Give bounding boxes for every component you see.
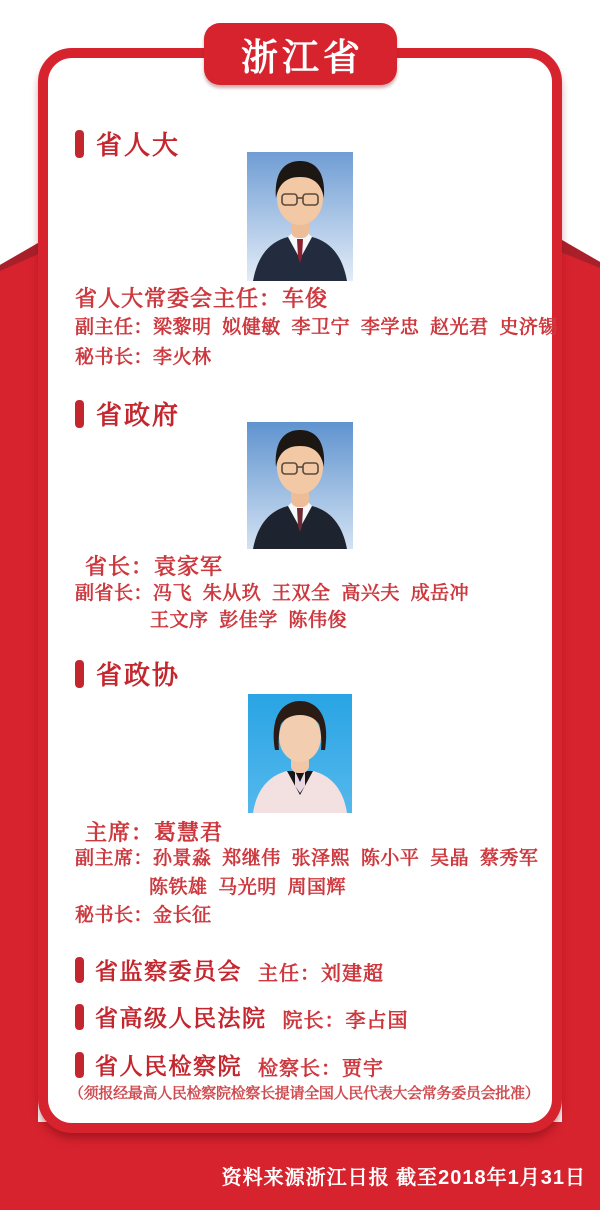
section-heading-zhengfu (75, 395, 180, 432)
section-title: 省人大 (96, 130, 181, 160)
text-line-renda-chairman: 省人大常委会主任：车俊 (75, 286, 329, 311)
portrait-photo-cppcc-chairwoman (248, 694, 352, 813)
heading-bar-icon (75, 400, 84, 428)
procuratorate-footnote: （须报经最高人民检察院检察长提请全国人民代表大会常务委员会批准） (69, 1085, 540, 1102)
org-role: 主任：刘建超 (258, 963, 384, 985)
org-name: 省监察委员会 (95, 958, 242, 984)
male-portrait-illustration (247, 152, 353, 281)
heading-bar-icon (75, 957, 84, 983)
section-heading-zhengxie (75, 655, 180, 692)
text-line-cppcc-secgen: 秘书长：金长征 (75, 905, 212, 926)
org-row-supervisory-commission (75, 953, 384, 986)
female-portrait-illustration (248, 694, 352, 813)
male-portrait-illustration (247, 422, 353, 549)
org-row-high-court (75, 1000, 409, 1033)
org-name: 省高级人民法院 (95, 1005, 267, 1031)
text-line-renda-secgen: 秘书长：李火林 (75, 347, 212, 368)
section-heading-renda (75, 125, 180, 162)
heading-bar-icon (75, 1052, 84, 1078)
org-role: 检察长：贾宇 (258, 1058, 384, 1080)
heading-bar-icon (75, 130, 84, 158)
province-banner (204, 23, 397, 85)
province-title: 浙江省 (241, 37, 364, 78)
text-line-vice-governors-1: 副省长：冯飞 朱从玖 王双全 高兴夫 成岳冲 (75, 583, 470, 604)
data-source-note: 资料来源浙江日报 截至2018年1月31日 (221, 1167, 586, 1189)
text-line-cppcc-vice-2: 陈铁雄 马光明 周国辉 (149, 877, 347, 898)
section-title: 省政协 (96, 660, 181, 690)
portrait-photo-governor (247, 422, 353, 549)
ribbon-right (562, 240, 600, 1210)
heading-bar-icon (75, 660, 84, 688)
section-title: 省政府 (96, 400, 181, 430)
org-name: 省人民检察院 (95, 1053, 242, 1079)
org-role: 院长：李占国 (282, 1010, 409, 1032)
text-line-cppcc-vice-1: 副主席：孙景淼 郑继伟 张泽熙 陈小平 吴晶 蔡秀军 (75, 848, 539, 869)
text-line-renda-vice: 副主任：梁黎明 姒健敏 李卫宁 李学忠 赵光君 史济锡 (75, 317, 558, 338)
text-line-governor: 省长：袁家军 (85, 554, 224, 579)
org-row-procuratorate (75, 1048, 384, 1081)
text-line-vice-governors-2: 王文序 彭佳学 陈伟俊 (150, 610, 348, 631)
portrait-photo-renda-chairman (247, 152, 353, 281)
text-line-cppcc-chair: 主席：葛慧君 (85, 820, 224, 845)
ribbon-left (0, 243, 38, 1210)
heading-bar-icon (75, 1004, 84, 1030)
